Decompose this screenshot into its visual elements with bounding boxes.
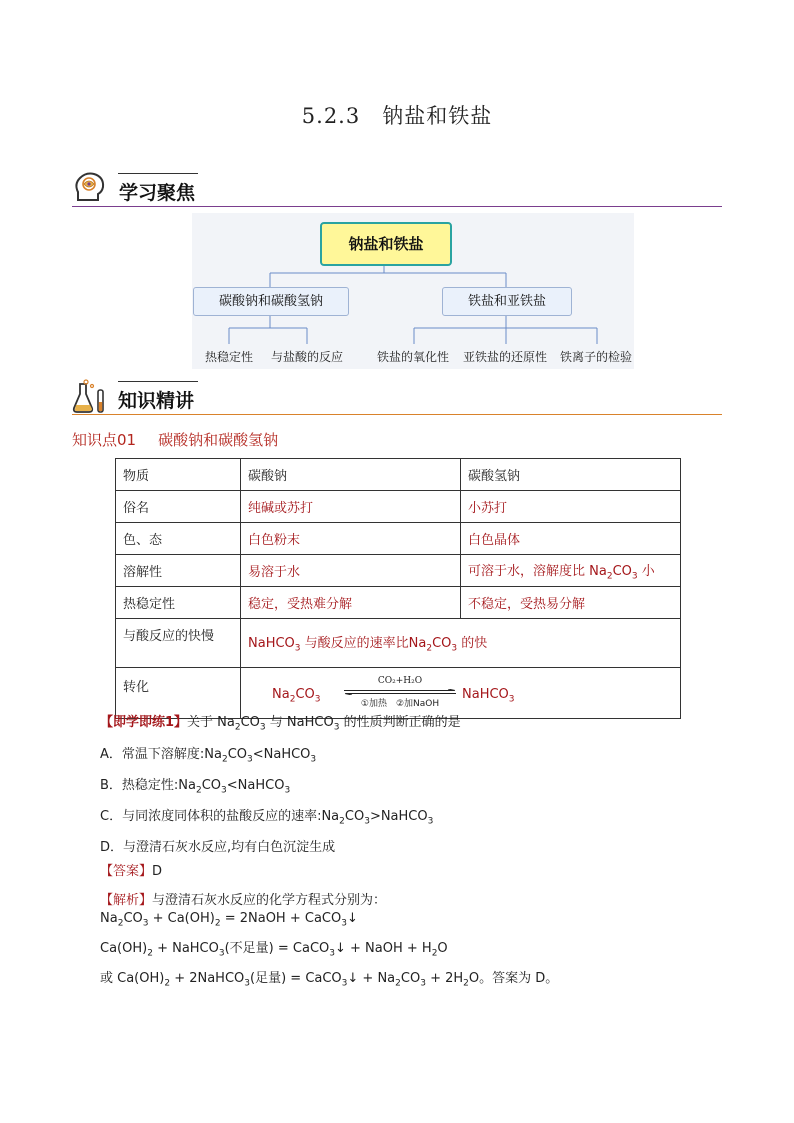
mindmap-branch-iron: 铁盐和亚铁盐 xyxy=(442,287,572,316)
table-row-label: 与酸反应的快慢 xyxy=(116,619,241,668)
table-header-cell: 碳酸氢钠 xyxy=(461,459,681,491)
option-c: C．与同浓度同体积的盐酸反应的速率$:Na_2CO_3>NaHCO_3$ xyxy=(100,809,434,827)
reversible-arrow-icon xyxy=(342,689,458,695)
option-a: A．常温下溶解度$:Na_2CO_3<NaHCO_3$ xyxy=(100,747,317,765)
mindmap-leaf-detection: 铁离子的检验 xyxy=(560,350,633,364)
table-cell: 易溶于水 xyxy=(241,555,461,587)
mindmap-root-node: 钠盐和铁盐 xyxy=(320,222,452,266)
conversion-arrow-bottom: ①加热 ②加NaOH xyxy=(360,699,440,709)
section-title-focus: 学习聚焦 xyxy=(119,182,196,204)
answer-line xyxy=(100,860,162,879)
conversion-arrow-top: CO₂+H₂O xyxy=(377,676,423,686)
table-cell: 稳定，受热难分解 xyxy=(241,587,461,619)
conversion-left: $Na_2CO_3$ xyxy=(272,687,321,705)
practice-question-stem: 【即学即练1】关于 $Na_2CO_3$ 与 NaHCO$_3$ 的性质判断正确的是 xyxy=(100,715,461,733)
table-row-label: 热稳定性 xyxy=(116,587,241,619)
table-cell: 小苏打 xyxy=(461,491,681,523)
mindmap-leaf-thermal: 热稳定性 xyxy=(205,350,254,364)
table-cell: 可溶于水，溶解度比 $Na_2CO_3$ 小 xyxy=(461,555,681,587)
equation-1: $Na_2CO_3 + Ca(OH)_2$ = 2NaOH + CaCO$_3$↓ xyxy=(100,911,358,929)
mindmap-leaf-reducing: 亚铁盐的还原性 xyxy=(463,350,548,364)
knowledge-point-heading xyxy=(72,429,278,450)
table-header-cell: 物质 xyxy=(116,459,241,491)
table-cell: 白色粉末 xyxy=(241,523,461,555)
comparison-table xyxy=(115,458,681,719)
equation-2: $Ca(OH)_2$ + NaHCO$_3$(不足量) = CaCO$_3$↓ + NaOH + $H_2O$ xyxy=(100,941,448,959)
answer-tag: 【答案】 xyxy=(100,864,153,879)
table-row xyxy=(116,587,681,619)
table-row-label: 色、态 xyxy=(116,523,241,555)
section-divider-orange xyxy=(72,414,722,415)
option-d: D．与澄清石灰水反应,均有白色沉淀生成 xyxy=(100,840,336,855)
answer-value: D xyxy=(152,864,163,879)
section-title-knowledge: 知识精讲 xyxy=(118,390,195,412)
table-cell: 白色晶体 xyxy=(461,523,681,555)
table-row-label: 转化 xyxy=(116,668,241,719)
mindmap-leaf-acid: 与盐酸的反应 xyxy=(271,350,344,364)
table-cell: 纯碱或苏打 xyxy=(241,491,461,523)
knowledge-point-label: 知识点01 xyxy=(72,431,137,449)
conclusion-text: 。答案为 D。 xyxy=(479,971,559,986)
table-row xyxy=(116,619,681,668)
section-top-rule-2 xyxy=(118,381,198,382)
lab-flask-icon xyxy=(72,378,110,414)
practice-tag: 【即学即练1】 xyxy=(100,715,188,730)
equation-3: 或 $Ca(OH)_2$ + 2NaHCO$_3$(足量) = CaCO$_3$↓ + $Na_2CO_3 + 2H_2O$。答案为 D。 xyxy=(100,971,559,989)
page-title: 5.2.3 钠盐和铁盐 xyxy=(301,104,493,128)
table-row-label: 俗名 xyxy=(116,491,241,523)
option-b: B．热稳定性$:Na_2CO_3<NaHCO_3$ xyxy=(100,778,291,796)
table-header-row xyxy=(116,459,681,491)
table-row xyxy=(116,555,681,587)
table-cell-merged: NaHCO$_3$ 与酸反应的速率比$Na_2CO_3$ 的快 xyxy=(241,619,681,668)
table-row xyxy=(116,491,681,523)
analysis-line: 【解析】与澄清石灰水反应的化学方程式分别为： xyxy=(100,893,387,908)
knowledge-point-title: 碳酸钠和碳酸氢钠 xyxy=(158,431,279,449)
table-row-label: 溶解性 xyxy=(116,555,241,587)
table-cell: 不稳定，受热易分解 xyxy=(461,587,681,619)
conversion-right: NaHCO$_3$ xyxy=(462,687,515,705)
mindmap-branch-carbonate: 碳酸钠和碳酸氢钠 xyxy=(193,287,349,316)
mindmap-leaf-oxidizing: 铁盐的氧化性 xyxy=(377,350,450,364)
analysis-tag: 【解析】 xyxy=(100,893,153,908)
table-row xyxy=(116,523,681,555)
table-header-cell: 碳酸钠 xyxy=(241,459,461,491)
mindmap-connectors xyxy=(0,0,794,400)
